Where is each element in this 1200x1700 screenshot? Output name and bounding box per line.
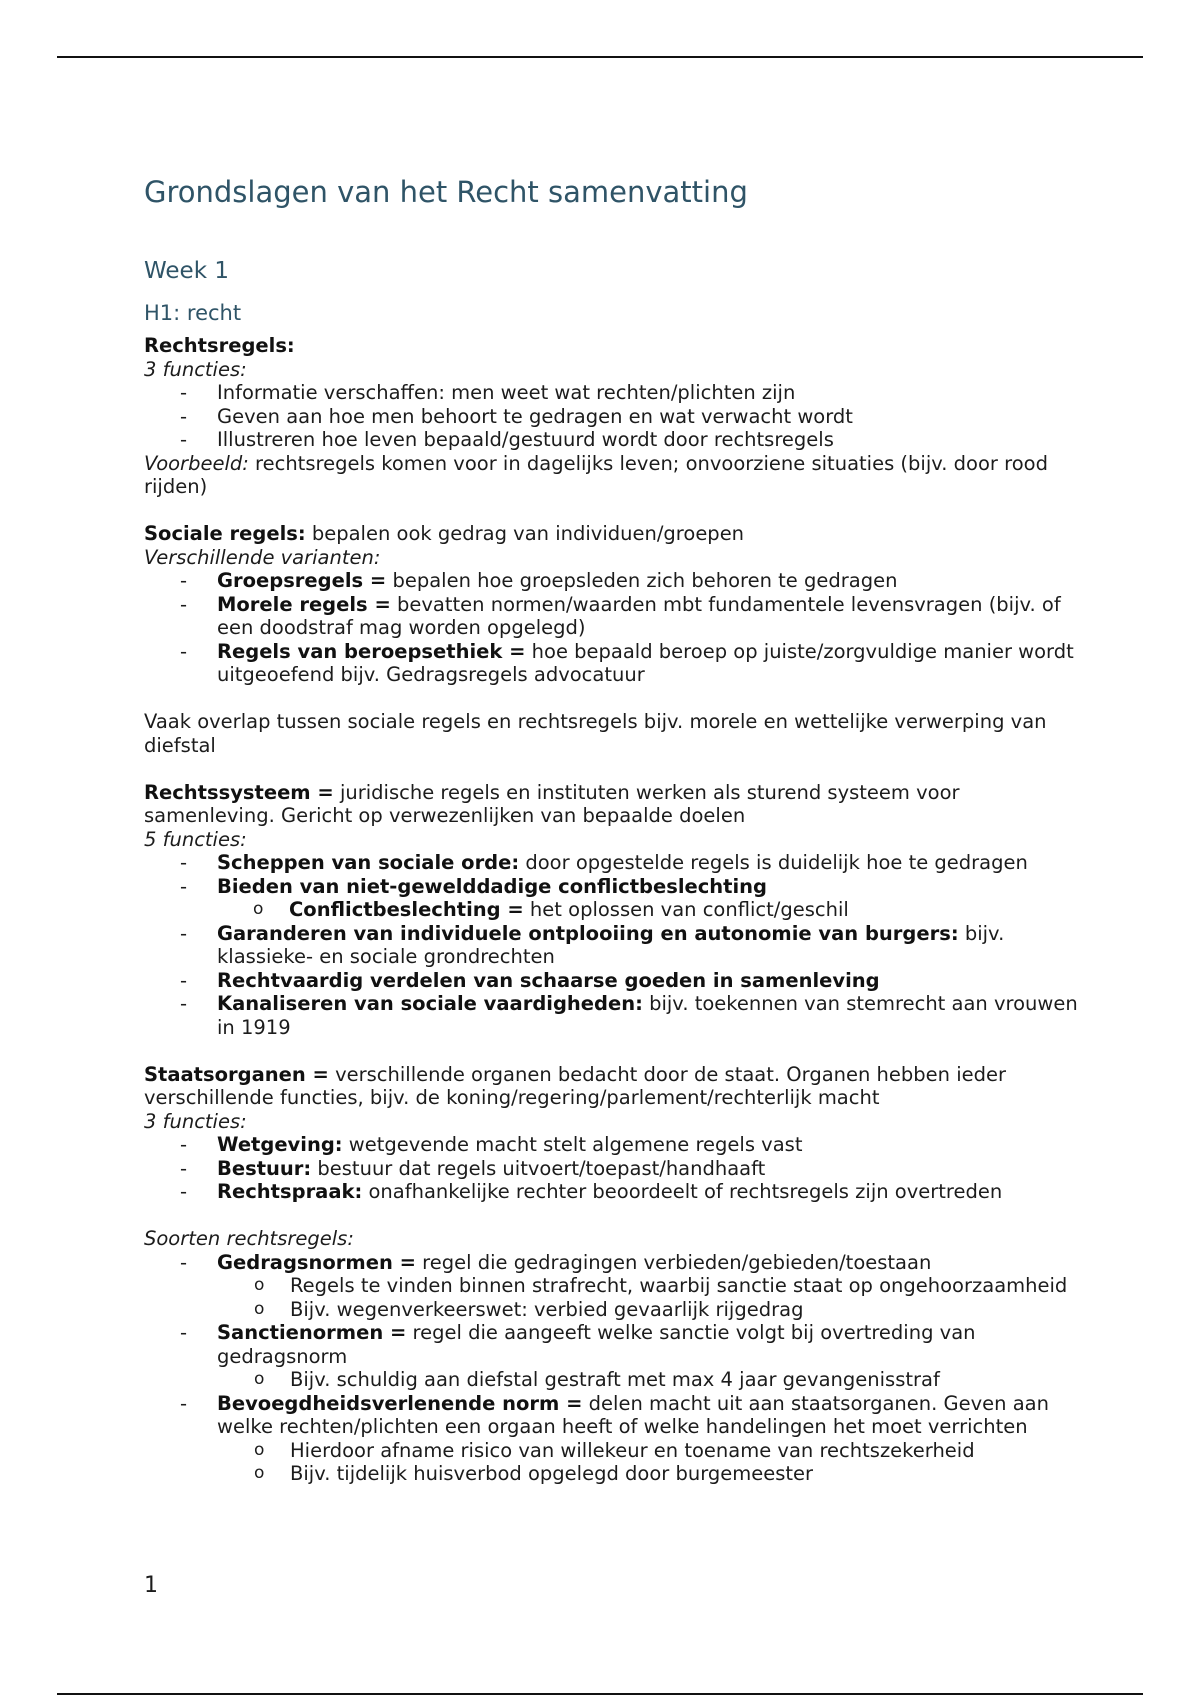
circle-bullet: o bbox=[254, 1463, 265, 1483]
sociale-regels-variants-label: Verschillende varianten: bbox=[144, 545, 381, 569]
dash-bullet: - bbox=[180, 592, 188, 616]
overlap-paragraph: Vaak overlap tussen sociale regels en rechtsregels bijv. morele en wettelijke verwerping van diefstal bbox=[144, 710, 1047, 757]
list-item: - Bieden van niet-gewelddadige conflictbeslechting o Conflictbeslechting = het oplossen van conflict/geschil bbox=[144, 875, 1089, 922]
list-item: - Rechtspraak: onafhankelijke rechter beoordeelt of rechtsregels zijn overtreden bbox=[180, 1180, 1003, 1203]
dash-bullet: - bbox=[180, 874, 188, 898]
dash-bullet: - bbox=[180, 968, 188, 992]
paragraph-gap bbox=[144, 1039, 1089, 1063]
staatsorganen-function-list bbox=[144, 1133, 1089, 1204]
circle-bullet: o bbox=[254, 1275, 265, 1295]
paragraph-gap bbox=[144, 1204, 1089, 1228]
list-item: - Groepsregels = bepalen hoe groepsleden zich behoren te gedragen bbox=[180, 569, 898, 592]
dash-bullet: - bbox=[180, 1156, 188, 1180]
paragraph-gap bbox=[144, 499, 1089, 523]
paragraph-gap bbox=[144, 687, 1089, 711]
dash-bullet: - bbox=[180, 921, 188, 945]
sub-list bbox=[217, 1274, 1089, 1321]
dash-bullet: - bbox=[180, 992, 188, 1015]
soorten-list bbox=[144, 1251, 1089, 1486]
rechtsregels-function-list bbox=[144, 381, 1089, 452]
list-item: - Gedragsnormen = regel die gedragingen verbieden/gebieden/toestaan o Regels te vinden binnen strafrecht, waarbij sanctie staat op ongehoorzaamheid o Bijv. wegenverkeerswet: verbied gevaarlijk rijgedrag bbox=[144, 1251, 1089, 1322]
circle-bullet: o bbox=[254, 1298, 265, 1319]
dash-bullet: - bbox=[180, 851, 188, 874]
list-item: - Wetgeving: wetgevende macht stelt algemene regels vast bbox=[180, 1133, 803, 1156]
list-item: - Bevoegdheidsverlenende norm = delen macht uit aan staatsorganen. Geven aan welke rechten/plichten een orgaan heeft of welke handelingen het moet verrichten o Hierdoor afname risico van willekeur en toename van rechtszekerheid o Bijv. tijdelijk huisverbod opgelegd door burgemeester bbox=[144, 1392, 1089, 1486]
rechtssysteem-functions-label: 5 functies: bbox=[144, 827, 247, 851]
dash-bullet: - bbox=[180, 1133, 188, 1156]
sociale-regels-list bbox=[144, 569, 1089, 687]
rechtsregels-heading: Rechtsregels: bbox=[144, 334, 295, 357]
list-item: - Garanderen van individuele ontplooiing en autonomie van burgers: bijv. klassieke- en sociale grondrechten bbox=[180, 921, 1005, 968]
circle-bullet: o bbox=[253, 899, 264, 919]
staatsorganen-definition: Staatsorganen = verschillende organen bedacht door de staat. Organen hebben ieder verschillende functies, bijv. de koning/regering/parlement/rechterlijk macht bbox=[144, 1062, 1007, 1109]
dash-bullet: - bbox=[180, 1321, 188, 1344]
document-title: Grondslagen van het Recht samenvatting bbox=[144, 175, 748, 209]
dash-bullet: - bbox=[180, 639, 188, 663]
soorten-label: Soorten rechtsregels: bbox=[144, 1227, 354, 1250]
dash-bullet: - bbox=[180, 1391, 188, 1415]
sub-list bbox=[217, 1439, 1089, 1486]
sub-list-item: o Hierdoor afname risico van willekeur en toename van rechtszekerheid bbox=[254, 1438, 975, 1462]
dash-bullet: - bbox=[180, 404, 188, 428]
list-item: - Sanctienormen = regel die aangeeft welke sanctie volgt bij overtreding van gedragsnorm o Bijv. schuldig aan diefstal gestraft met max 4 jaar gevangenisstraf bbox=[144, 1321, 1089, 1392]
list-item: - Kanaliseren van sociale vaardigheden: bijv. toekennen van stemrecht aan vrouwen in 1919 bbox=[180, 992, 1078, 1039]
rechtsregels-example: Voorbeeld: rechtsregels komen voor in dagelijks leven; onvoorziene situaties (bijv. door rood rijden) bbox=[144, 451, 1048, 498]
dash-bullet: - bbox=[180, 569, 188, 592]
sociale-regels-definition: Sociale regels: bepalen ook gedrag van individuen/groepen bbox=[144, 522, 745, 545]
sub-list bbox=[144, 898, 1089, 922]
sub-list-item: o Bijv. tijdelijk huisverbod opgelegd door burgemeester bbox=[254, 1462, 814, 1485]
list-item: - Illustreren hoe leven bepaald/gestuurd wordt door rechtsregels bbox=[180, 428, 834, 451]
sub-list-item: o Conflictbeslechting = het oplossen van conflict/geschil bbox=[253, 898, 849, 921]
list-item: - Informatie verschaffen: men weet wat rechten/plichten zijn bbox=[180, 381, 796, 404]
list-item: - Scheppen van sociale orde: door opgestelde regels is duidelijk hoe te gedragen bbox=[180, 851, 1028, 874]
chapter-heading: H1: recht bbox=[144, 301, 242, 325]
list-item: - Bestuur: bestuur dat regels uitvoert/toepast/handhaaft bbox=[180, 1156, 766, 1180]
rechtssysteem-function-list bbox=[144, 851, 1089, 1039]
rechtssysteem-definition: Rechtssysteem = juridische regels en instituten werken als sturend systeem voor samenleving. Gericht op verwezenlijken van bepaalde doelen bbox=[144, 780, 960, 827]
header-rule bbox=[57, 56, 1143, 58]
document-body bbox=[144, 334, 1089, 1486]
list-item: - Morele regels = bevatten normen/waarden mbt fundamentele levensvragen (bijv. of een doodstraf mag worden opgelegd) bbox=[180, 592, 1061, 639]
staatsorganen-functions-label: 3 functies: bbox=[144, 1109, 247, 1133]
page-number: 1 bbox=[144, 1573, 158, 1598]
sub-list-item: o Bijv. wegenverkeerswet: verbied gevaarlijk rijgedrag bbox=[254, 1297, 804, 1321]
dash-bullet: - bbox=[180, 381, 188, 404]
rechtsregels-functions-label: 3 functies: bbox=[144, 357, 247, 381]
list-item: - Regels van beroepsethiek = hoe bepaald beroep op juiste/zorgvuldige manier wordt uitgeoefend bijv. Gedragsregels advocatuur bbox=[180, 639, 1074, 686]
sub-list-item: o Bijv. schuldig aan diefstal gestraft met max 4 jaar gevangenisstraf bbox=[254, 1368, 940, 1391]
list-item: - Rechtvaardig verdelen van schaarse goeden in samenleving bbox=[180, 968, 880, 992]
paragraph-gap bbox=[144, 757, 1089, 781]
sub-list-item: o Regels te vinden binnen strafrecht, waarbij sanctie staat op ongehoorzaamheid bbox=[254, 1274, 1068, 1297]
sub-list bbox=[217, 1368, 1089, 1392]
dash-bullet: - bbox=[180, 428, 188, 451]
week-heading: Week 1 bbox=[144, 258, 229, 284]
footer-rule bbox=[57, 1693, 1143, 1695]
circle-bullet: o bbox=[254, 1439, 265, 1460]
list-item: - Geven aan hoe men behoort te gedragen en wat verwacht wordt bbox=[180, 404, 853, 428]
dash-bullet: - bbox=[180, 1180, 188, 1203]
circle-bullet: o bbox=[254, 1369, 265, 1389]
dash-bullet: - bbox=[180, 1250, 188, 1274]
